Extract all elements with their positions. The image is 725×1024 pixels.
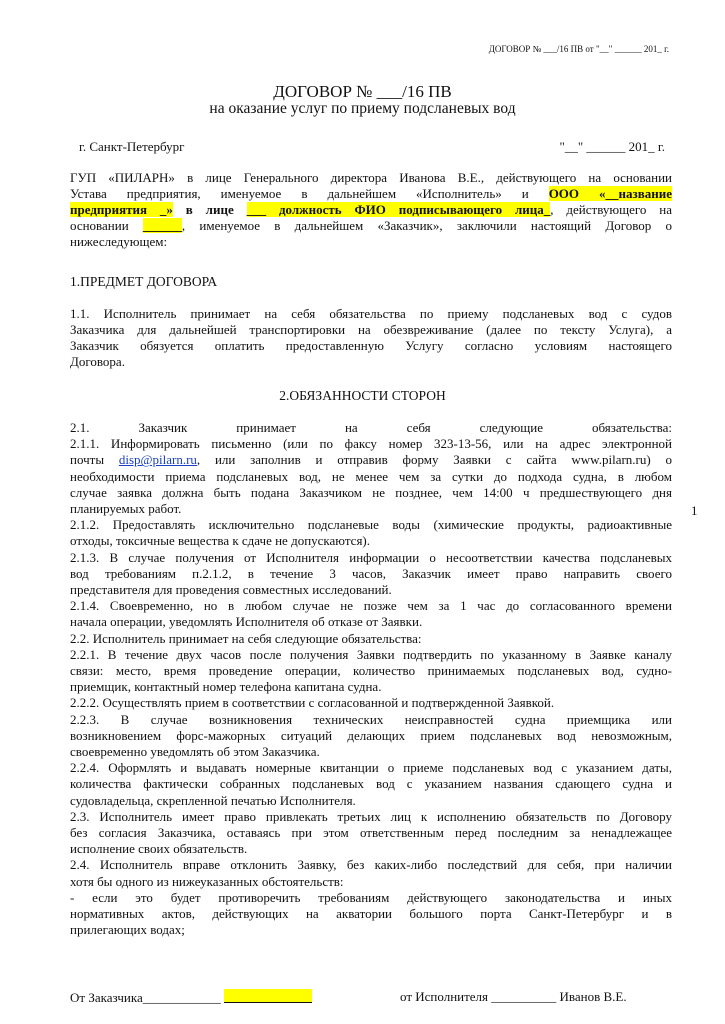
section-2-line: приемщик, контактный номер телефона капитана судна. — [70, 679, 382, 695]
section-2-line: почты disp@pilarn.ru, или заполнив и отправив форму Заявки с сайта www.pilarn.ru) о — [70, 452, 672, 468]
section-2-line: возникновением форс-мажорных ситуаций делающих прием подсланевых вод невозможным, — [70, 727, 672, 743]
section-2-line: 2.1.1. Информировать письменно (или по факсу номер 323-13-56, или на адрес электронной — [70, 436, 672, 452]
section-2-line: 2.2.3. В случае возникновения технических неисправностей судна приемщика или — [70, 711, 672, 727]
section-2-line: начала операции, уведомлять Исполнителя об отказе от Заявки. — [70, 614, 423, 630]
customer-signature: От Заказчика____________ — [70, 989, 312, 1006]
document-subtitle: на оказание услуг по приему подсланевых вод — [209, 100, 516, 117]
section-2-line: необходимости приема подсланевых вод, не менее чем за сутки до подхода судна, в любом — [70, 468, 672, 484]
page-number: 1 — [691, 503, 698, 518]
section-2-line: отходы, токсичные вещества к сдаче не допускаются). — [70, 533, 371, 549]
city: г. Санкт-Петербург — [79, 139, 185, 154]
section-2-line: хотя бы одного из нижеуказанных обстоятельств: — [70, 873, 344, 889]
section-2-line: 2.3. Исполнитель имеет право привлекать третьих лиц к исполнению обязательств по Договору — [70, 808, 672, 824]
section-2-line: исполнение своих обязательств. — [70, 841, 248, 857]
document-title: ДОГОВОР № ___/16 ПВ — [273, 82, 452, 101]
signatory-placeholder: ___ должность ФИО подписывающего лица_ — [246, 202, 551, 217]
section-2-line: 2.2.1. В течение двух часов после получения Заявки подтвердить по указанному в Заявке каналу — [70, 646, 672, 662]
section-2-line: прилегающих водах; — [70, 922, 185, 938]
section-2-line: нормативных актов, действующих на акватории большого порта Санкт-Петербург и в — [70, 906, 672, 922]
basis-placeholder: ______ — [142, 218, 182, 233]
section-1-heading: 1.ПРЕДМЕТ ДОГОВОРА — [70, 274, 218, 289]
section-2-line: количества фактически собранных подсланевых вод с указанием названия сдающего судна и — [70, 776, 672, 792]
section-2-line: - если это будет противоречить требованиям действующего законодательства и иных — [70, 889, 672, 905]
company-placeholder: ООО «__название — [548, 186, 672, 201]
section-2-line: 2.4. Исполнитель вправе отклонить Заявку, без каких-либо последствий для себя, при наличии — [70, 857, 672, 873]
section-2-line: без согласия Заказчика, оставаясь при этом ответственным перед последним за ненадлежащее — [70, 825, 672, 841]
section-2-line: связи: место, время проведение операции, количество принимаемых подсланевых вод, судно- — [70, 663, 672, 679]
section-2-line: 2.2.4. Оформлять и выдавать номерные квитанции о приеме подсланевых вод с указанием даты, — [70, 760, 672, 776]
intro-line: основании ______, именуемое в дальнейшем «Заказчик», заключили настоящий Договор о — [70, 218, 672, 233]
section-2-line: 2.1.3. В случае получения от Исполнителя информации о несоответствии качества подсланевых — [70, 549, 672, 565]
section-2-line: 2.1.4. Своевременно, но в любом случае не позже чем за 1 час до согласованного времени — [70, 598, 672, 614]
section-2-line: 2.2.2. Осуществлять прием в соответствии с согласованной и подтвержденной Заявкой. — [70, 695, 555, 711]
section-2-line: 2.2. Исполнитель принимает на себя следующие обязательства: — [70, 630, 422, 646]
section-2-line: планируемых работ. — [70, 501, 182, 517]
section-2-line: представителя для проведения совместных исследований. — [70, 582, 392, 598]
section-1-paragraph: 1.1. Исполнитель принимает на себя обязательства по приему подсланевых вод с судов Заказчика для дальнейшей транспортировки на обезвреживание (далее по тексту Услуга), а Заказчик обязуется оплатить предоставленную Услугу согласно условиям настоящего Договора. — [70, 306, 672, 369]
email-link[interactable]: disp@pilarn.ru — [118, 452, 197, 468]
section-2-body — [70, 420, 672, 939]
intro-paragraph — [70, 170, 672, 250]
company-placeholder-cont: предприятия _» — [70, 202, 173, 217]
running-header: ДОГОВОР № ___/16 ПВ от "__" ______ 201_ г. — [488, 44, 669, 54]
section-2-line: судовладельца, скрепленной печатью Исполнителя. — [70, 792, 356, 808]
section-2-line: 2.1. Заказчик принимает на себя следующие обязательства: — [70, 420, 672, 435]
section-2-heading: 2.ОБЯЗАННОСТИ СТОРОН — [279, 388, 446, 403]
signature-highlight-box — [224, 989, 312, 1003]
executor-signature: от Исполнителя __________ Иванов В.Е. — [400, 989, 627, 1004]
section-2-line: вод требованиям п.2.1.2, в течение 3 часов, Заказчик имеет право направить своего — [70, 565, 672, 581]
intro-line: предприятия _» в лице ___ должность ФИО подписывающего лица_, действующего на — [70, 202, 672, 217]
contract-date: "__" ______ 201_ г. — [559, 139, 665, 154]
section-2-line: случае заявка должна быть подана Заказчиком не позднее, чем 14:00 ч предшествующего дня — [70, 484, 672, 500]
intro-line: Устава предприятия, именуемое в дальнейшем «Исполнитель» и ООО «__название — [70, 186, 672, 201]
section-2-line: своевременно уведомлять об этом Заказчика. — [70, 744, 320, 760]
intro-line: ГУП «ПИЛАРН» в лице Генерального директора Иванова В.Е., действующего на основании — [70, 170, 672, 185]
intro-line: нижеследующем: — [70, 234, 168, 249]
section-2-line: 2.1.2. Предоставлять исключительно подсланевые воды (химические продукты, радиоактивные — [70, 517, 672, 533]
